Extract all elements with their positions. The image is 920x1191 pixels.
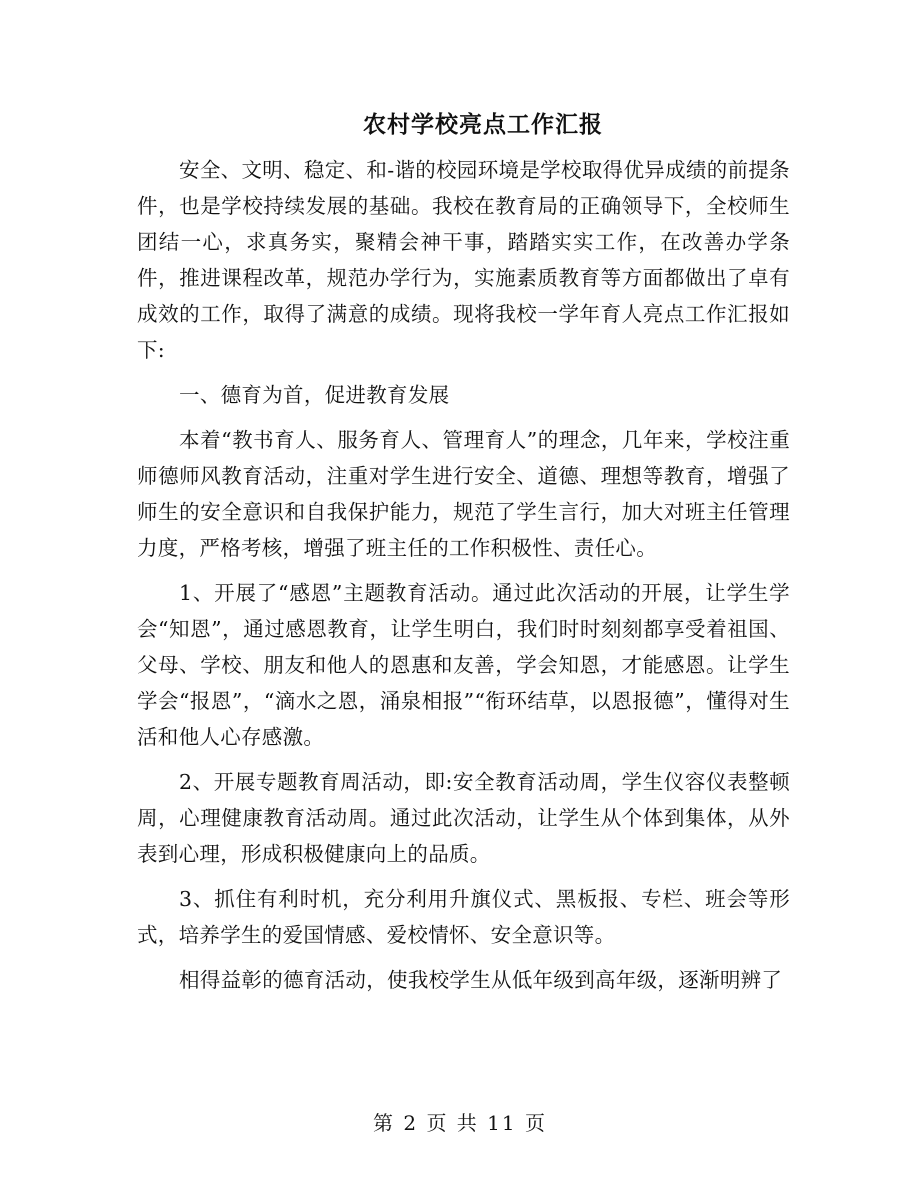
document-body (137, 152, 790, 998)
paragraph-gratitude-activity: 1、开展了“感恩”主题教育活动。通过此次活动的开展，让学生学会“知恩”，通过感恩教育，让学生明白，我们时时刻刻都享受着祖国、父母、学校、朋友和他人的恩惠和友善，学会知恩，才能感恩。让学生学会“报恩”，“滴水之恩，涌泉相报”“衔环结草，以恩报德”，懂得对生活和他人心存感激。 (137, 581, 790, 749)
document-title: 农村学校亮点工作汇报 (363, 111, 603, 138)
paragraph-conclusion-start: 相得益彰的德育活动，使我校学生从低年级到高年级，逐渐明辨了 (179, 968, 783, 992)
page-number-footer: 第 2 页 共 11 页 (373, 1111, 547, 1135)
paragraph-opportunities: 3、抓住有利时机，充分利用升旗仪式、黑板报、专栏、班会等形式，培养学生的爱国情感、爱校情怀、安全意识等。 (137, 887, 790, 947)
section-heading-moral-education: 一、德育为首，促进教育发展 (179, 383, 450, 407)
paragraph-theme-weeks: 2、开展专题教育周活动，即:安全教育活动周，学生仪容仪表整顿周，心理健康教育活动周。通过此次活动，让学生从个体到集体，从外表到心理，形成积极健康向上的品质。 (137, 770, 790, 866)
paragraph-moral-education: 本着“教书育人、服务育人、管理育人”的理念，几年来，学校注重师德师风教育活动，注重对学生进行安全、道德、理想等教育，增强了师生的安全意识和自我保护能力，规范了学生言行，加大对班主任管理力度，严格考核，增强了班主任的工作积极性、责任心。 (137, 428, 790, 560)
paragraph-intro: 安全、文明、稳定、和-谐的校园环境是学校取得优异成绩的前提条件，也是学校持续发展的基础。我校在教育局的正确领导下，全校师生团结一心，求真务实，聚精会神干事，踏踏实实工作，在改善办学条件，推进课程改革，规范办学行为，实施素质教育等方面都做出了卓有成效的工作，取得了满意的成绩。现将我校一学年育人亮点工作汇报如下: (137, 158, 790, 362)
